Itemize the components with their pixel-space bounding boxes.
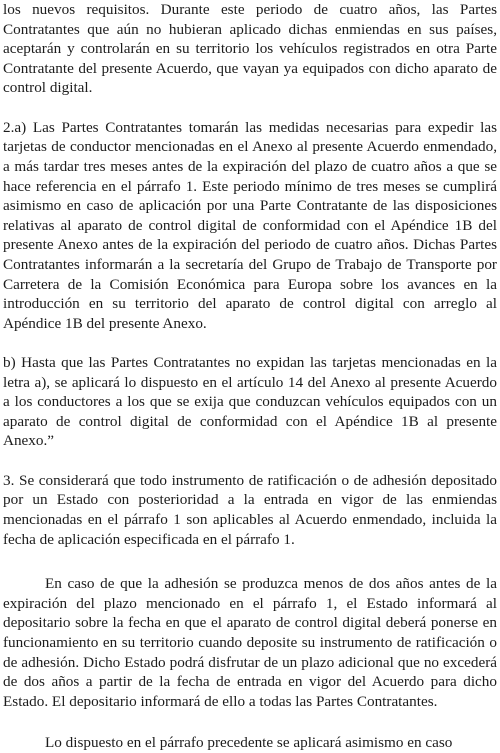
paragraph-accession-deadline: En caso de que la adhesión se produzca menos de dos años antes de la expiración del plazo mencionado en el párrafo 1, el Estado informará al depositario sobre la fecha en que el aparato de control digital deberá ponerse en funcionamiento en su territorio cuando deposite su instrumento de ratificación o de adhesión. Dicho Estado podrá disfrutar de un plazo adicional que no excederá de dos años a partir de la fecha de entrada en vigor del Acuerdo para dicho Estado. El depositario informará de ello a todas las Partes Contratantes. — [3, 575, 497, 710]
paragraph-2b-article-14: b) Hasta que las Partes Contratantes no expidan las tarjetas mencionadas en la letra a), se aplicará lo dispuesto en el artículo 14 del Anexo al presente Acuerdo a los conductores a los que se exija que conduzcan vehículos equipados con un aparato de control digital de conformidad con el Apéndice 1B al presente Anexo.” — [3, 354, 497, 450]
paragraph-transition-period: los nuevos requisitos. Durante este periodo de cuatro años, las Partes Contratantes que aún no hubieran aplicado dichas enmiendas en sus países, aceptarán y controlarán en su territorio los vehículos registrados en otra Parte Contratante del presente Acuerdo, que vayan ya equipados con dicho aparato de control digital. — [3, 1, 497, 97]
paragraph-3-ratification: 3. Se considerará que todo instrumento de ratificación o de adhesión depositado por un Estado con posterioridad a la entrada en vigor de las enmiendas mencionadas en el párrafo 1 son aplicables al Acuerdo enmendado, incluida la fecha de aplicación especificada en el párrafo 1. — [3, 471, 497, 548]
paragraph-2a-driver-cards: 2.a) Las Partes Contratantes tomarán las medidas necesarias para expedir las tarjetas de conductor mencionadas en el Anexo al presente Acuerdo enmendado, a más tardar tres meses antes de la expiración del plazo de cuatro años a que se hace referencia en el párrafo 1. Este periodo mínimo de tres meses se cumplirá asimismo en caso de aplicación por una Parte Contratante de las disposiciones relativas al aparato de control digital de conformidad con el Apéndice 1B del presente Anexo antes de la expiración del periodo de cuatro años. Dichas Partes Contratantes informarán a la secretaría del Grupo de Trabajo de Transporte por Carretera de la Comisión Económica para Europa sobre los avances en la introducción en su territorio del aparato de control digital con arreglo al Apéndice 1B del presente Anexo. — [3, 118, 497, 332]
paragraph-preceding-provision: Lo dispuesto en el párrafo precedente se aplicará asimismo en caso — [45, 734, 453, 752]
document-page — [3, 0, 497, 753]
